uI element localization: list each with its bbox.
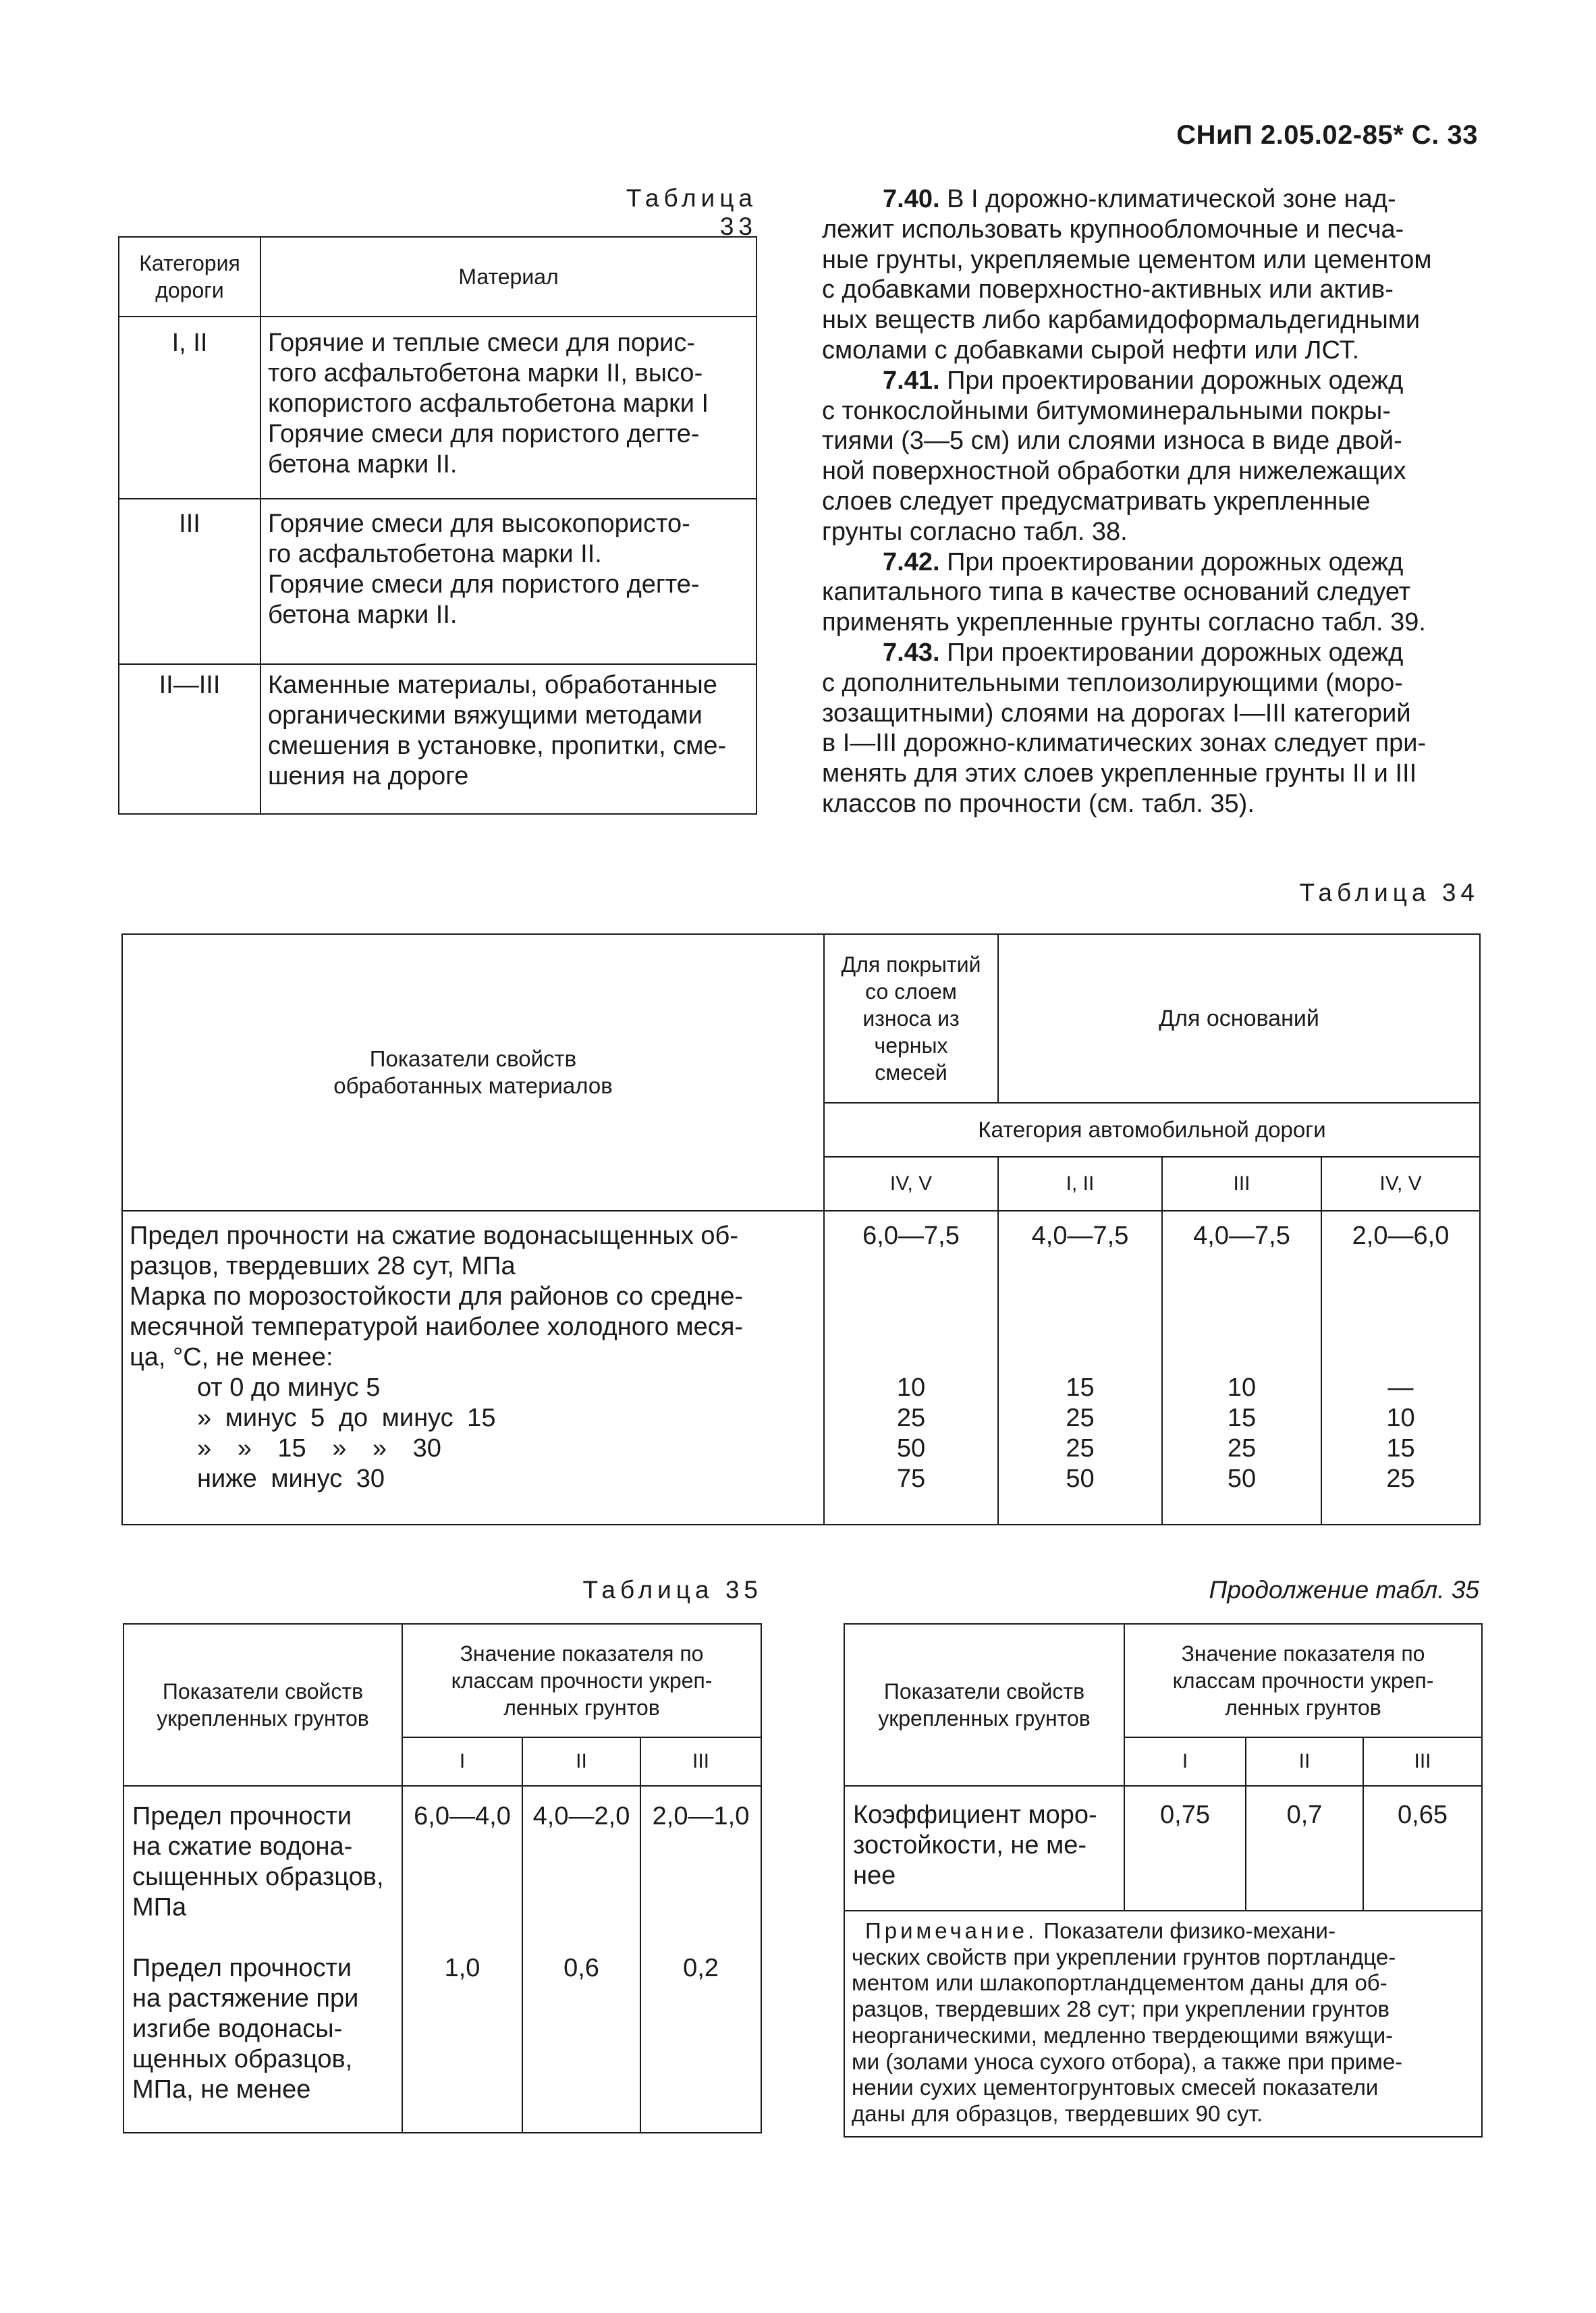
table34-col-1: 4,0—7,5 15 25 25 50 xyxy=(998,1211,1162,1525)
table35cont-header-values: Значение показателя по классам прочности укреп- ленных грунтов xyxy=(1124,1624,1482,1737)
table33-cat-3: II—III xyxy=(119,664,260,814)
table34-header-category: Категория автомобильной дороги xyxy=(824,1103,1480,1157)
table35-header-values: Значение показателя по классам прочности укреп- ленных грунтов xyxy=(402,1624,761,1737)
table35cont-col-3: 0,65 xyxy=(1363,1786,1482,1911)
table35cont-properties: Коэффициент моро- зостойкости, не ме- нее xyxy=(844,1786,1124,1911)
table33-material-2: Горячие смеси для высокопористо- го асфальтобетона марки II. Горячие смеси для пористого дегте- бетона марки II. xyxy=(260,499,756,664)
table35-header-properties: Показатели свойств укрепленных грунтов xyxy=(123,1624,402,1786)
table35cont-class-3: III xyxy=(1363,1737,1482,1786)
table34 xyxy=(121,933,1481,1525)
table33 xyxy=(118,236,757,815)
table34-cat-2: III xyxy=(1162,1157,1321,1211)
table35-col-1: 6,0—4,0 1,0 xyxy=(402,1786,522,2133)
paragraph-7-41: 7.41. При проектировании дорожных одежд с тонкослойными битумоминеральными покры- тиями (3—5 см) или слоями износа в виде двой- ной поверхностной обработки для нижележащих слоев следует предусматривать укрепленные грунты согласно табл. 38. xyxy=(822,366,1406,546)
table33-caption: Таблица 33 xyxy=(626,184,757,240)
table34-caption: Таблица 34 xyxy=(1299,879,1479,906)
table35cont-note: Примечание. Показатели физико-механи- ческих свойств при укреплении грунтов портландце- ментом или шлакопортландцементом даны для об- разцов, твердевших 28 сут; при укреплении грунтов неорганическими, медленно твердеющими вяжущи- ми (золами уноса сухого отбора), а также при приме- нении сухих цементогрунтовых смесей показатели даны для образцов, твердевших 90 сут. xyxy=(844,1911,1482,2137)
table35-continuation xyxy=(844,1623,1483,2138)
table35cont-class-1: I xyxy=(1124,1737,1246,1786)
table35cont-class-2: II xyxy=(1246,1737,1363,1786)
table34-properties: Предел прочности на сжатие водонасыщенных об- разцов, твердевших 28 сут, МПа Марка по морозостойкости для районов со средне- месячной температурой наиболее холодного меся- ца, °С, не менее: от 0 до минус 5 » минус 5 до минус 15 » » 15 » » 30 ниже минус 30 xyxy=(122,1211,824,1525)
table35-class-1: I xyxy=(402,1737,522,1786)
table35 xyxy=(123,1623,762,2133)
table35-col-2: 4,0—2,0 0,6 xyxy=(522,1786,640,2133)
table35cont-col-1: 0,75 xyxy=(1124,1786,1246,1911)
table34-col-3: 2,0—6,0 — 10 15 25 xyxy=(1321,1211,1480,1525)
table33-header-material: Материал xyxy=(260,237,756,317)
table35-col-3: 2,0—1,0 0,2 xyxy=(640,1786,761,2133)
paragraph-7-42: 7.42. При проектировании дорожных одежд капитального типа в качестве оснований следует применять укрепленные грунты согласно табл. 39. xyxy=(822,547,1426,637)
paragraph-7-43: 7.43. При проектировании дорожных одежд с дополнительными теплоизолирующими (моро- зозащитными) слоями на дорогах I—III категорий в I—III дорожно-климатических зонах следует при- менять для этих слоев укрепленные грунты II и III классов по прочности (см. табл. 35). xyxy=(822,638,1427,818)
table34-cat-cover: IV, V xyxy=(824,1157,998,1211)
table33-material-1: Горячие и теплые смеси для порис- того асфальтобетона марки II, высо- копористого асфальтобетона марки I Горячие смеси для пористого дегте- бетона марки II. xyxy=(260,317,756,499)
table35-class-2: II xyxy=(522,1737,640,1786)
table35-caption: Таблица 35 xyxy=(582,1576,763,1604)
table34-cat-3: IV, V xyxy=(1321,1157,1480,1211)
table35-properties: Предел прочности на сжатие водона- сыщенных образцов, МПа Предел прочности на растяжение при изгибе водонасы- щенных образцов, МПа, не менее xyxy=(123,1786,402,2133)
paragraphs-block xyxy=(822,184,1478,819)
table33-header-category: Категория дороги xyxy=(119,237,260,317)
table34-header-cover: Для покрытий со слоем износа из черных смесей xyxy=(824,934,998,1103)
table33-cat-2: III xyxy=(119,499,260,664)
table35cont-caption: Продолжение табл. 35 xyxy=(1209,1576,1479,1604)
table35-class-3: III xyxy=(640,1737,761,1786)
table34-header-bases: Для оснований xyxy=(998,934,1480,1103)
table33-material-3: Каменные материалы, обработанные органическими вяжущими методами смешения в установке, пропитки, сме- шения на дороге xyxy=(260,664,756,814)
table35cont-header-properties: Показатели свойств укрепленных грунтов xyxy=(844,1624,1124,1786)
page-header: СНиП 2.05.02-85* С. 33 xyxy=(1176,120,1478,150)
note-label: Примечание. xyxy=(865,1918,1038,1943)
table34-col-2: 4,0—7,5 10 15 25 50 xyxy=(1162,1211,1321,1525)
table35cont-col-2: 0,7 xyxy=(1246,1786,1363,1911)
table34-header-properties: Показатели свойств обработанных материалов xyxy=(122,934,824,1211)
table34-col-cover: 6,0—7,5 10 25 50 75 xyxy=(824,1211,998,1525)
paragraph-7-40: 7.40. В I дорожно-климатической зоне над- лежит использовать крупнообломочные и песча- ные грунты, укрепляемые цементом или цементом с добавками поверхностно-активных или актив- ных веществ либо карбамидоформальдегидными смолами с добавками сырой нефти или ЛСТ. xyxy=(822,185,1432,364)
table33-cat-1: I, II xyxy=(119,317,260,499)
table34-cat-1: I, II xyxy=(998,1157,1162,1211)
